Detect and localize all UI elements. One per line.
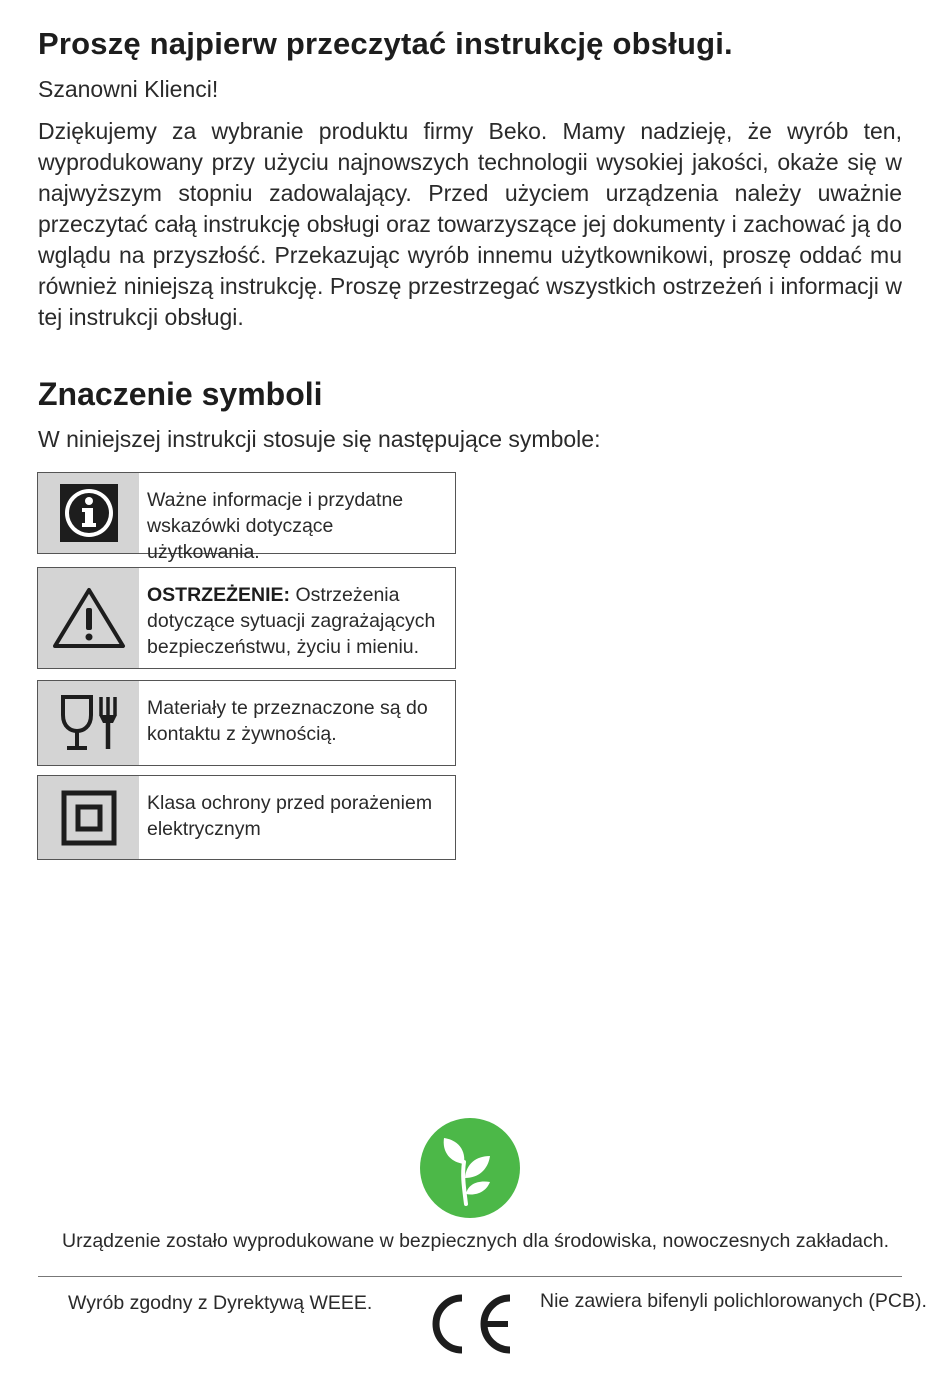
warning-label: OSTRZEŻENIE: xyxy=(147,584,291,606)
eco-statement: Urządzenie zostało wyprodukowane w bezpiecznych dla środowiska, nowoczesnych zakładach. xyxy=(62,1230,890,1252)
symbol-box-insulation xyxy=(37,775,456,860)
symbol-info-description: Ważne informacje i przydatne wskazówki dotyczące użytkowania. xyxy=(147,489,404,563)
symbols-intro: W niniejszej instrukcji stosuje się następujące symbole: xyxy=(38,426,601,452)
double-insulation-icon xyxy=(38,776,139,859)
symbol-warning-description: Ostrzeżenia dotyczące sytuacji zagrażających bezpieczeństwu, życiu i mieniu. xyxy=(147,584,436,658)
footer-divider xyxy=(38,1276,902,1277)
leaf-icon xyxy=(420,1118,520,1218)
greeting: Szanowni Klienci! xyxy=(38,76,219,102)
symbol-box-warning xyxy=(37,567,456,669)
symbol-box-info xyxy=(37,472,456,563)
symbol-food-text xyxy=(139,681,455,765)
symbol-warning-text xyxy=(139,568,455,668)
page-title: Proszę najpierw przeczytać instrukcję obsługi. xyxy=(38,26,733,61)
info-icon xyxy=(38,473,139,553)
symbols-heading: Znaczenie symboli xyxy=(38,376,323,412)
ce-mark-icon xyxy=(424,1292,516,1356)
food-contact-icon xyxy=(38,681,139,765)
symbol-info-text xyxy=(139,473,455,563)
symbol-insulation-text xyxy=(139,776,455,859)
intro-paragraph: Dziękujemy za wybranie produktu firmy Beko. Mamy nadzieję, że wyrób ten, wyprodukowany przy użyciu najnowszych technologii wysokiej jakości, okaże się w najwyższym stopniu zadowalający. Przed użyciem urządzenia należy uważnie przeczytać całą instrukcję obsługi oraz towarzyszące jej dokumenty i zachować ją do wglądu na przyszłość. Przekazując wyrób innemu użytkownikowi, proszę oddać mu również niniejszą instrukcję. Proszę przestrzegać wszystkich ostrzeżeń i informacji w tej instrukcji obsługi. xyxy=(38,118,902,330)
symbol-food-description: Materiały te przeznaczone są do kontaktu z żywnością. xyxy=(147,697,428,745)
pcb-statement: Nie zawiera bifenyli polichlorowanych (PCB). xyxy=(540,1290,927,1312)
weee-statement: Wyrób zgodny z Dyrektywą WEEE. xyxy=(68,1292,373,1314)
symbol-insulation-description: Klasa ochrony przed porażeniem elektrycznym xyxy=(147,792,433,840)
symbol-box-food xyxy=(37,680,456,766)
warning-icon xyxy=(38,568,139,668)
